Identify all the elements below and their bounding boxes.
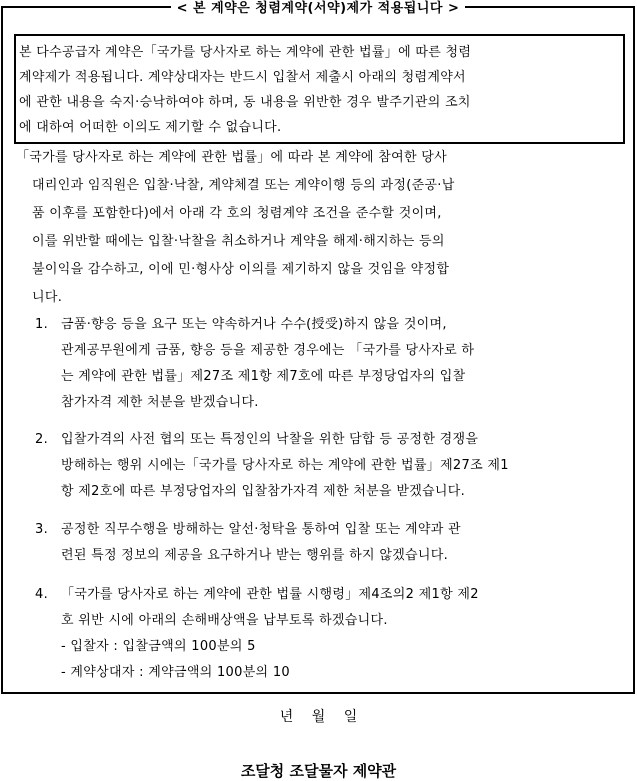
item-line: 호 위반 시에 아래의 손해배상액을 납부토록 하겠습니다. — [61, 613, 388, 628]
date-line: 년 월 일 — [279, 709, 358, 725]
pledge-line: 니다. — [32, 290, 63, 305]
item-number: 1. — [35, 317, 49, 332]
notice-line: 에 관한 내용을 숙지·승낙하여야 하며, 동 내용을 위반한 경우 발주기관의 조치 — [19, 95, 471, 110]
sub-item-bidder: - 입찰자 : 입찰금액의 100분의 5 — [61, 639, 256, 654]
notice-line: 본 다수공급자 계약은「국가를 당사자로 하는 계약에 관한 법률」에 따른 청렴 — [19, 45, 472, 60]
item-line: 항 제2호에 따른 부정당업자의 입찰참가자격 제한 처분을 받겠습니다. — [61, 484, 466, 499]
pledge-item-4 — [35, 582, 625, 686]
item-line: 련된 특정 정보의 제공을 요구하거나 받는 행위를 하지 않겠습니다. — [61, 548, 449, 563]
item-line: 공정한 직무수행을 방해하는 알선·청탁을 통하여 입찰 또는 계약과 관 — [61, 522, 461, 537]
item-line: 「국가를 당사자로 하는 계약에 관한 법률 시행령」제4조의2 제1항 제2 — [61, 587, 479, 602]
pledge-line: 불이익을 감수하고, 이에 민·형사상 이의를 제기하지 않을 것임을 약정합 — [32, 262, 450, 277]
pledge-paragraph — [16, 144, 628, 312]
notice-line: 계약제가 적용됩니다. 계약상대자는 반드시 입찰서 제출시 아래의 청렴계약서 — [19, 70, 466, 85]
item-line: 입찰가격의 사전 협의 또는 특정인의 낙찰을 위한 담합 등 공정한 경쟁을 — [61, 432, 479, 447]
item-number: 4. — [35, 587, 49, 602]
frame-title-text: < 본 계약은 청렴계약(서약)제가 적용됩니다 > — [171, 1, 466, 16]
pledge-line: 품 이후를 포함한다)에서 아래 각 호의 청렴계약 조건을 준수할 것이며, — [32, 206, 442, 221]
item-line: 는 계약에 관한 법률」제27조 제1항 제7호에 따른 부정당업자의 입찰 — [61, 369, 466, 384]
item-line: 방해하는 행위 시에는「국가를 당사자로 하는 계약에 관한 법률」제27조 제1 — [61, 458, 509, 473]
item-line: 참가자격 제한 처분을 받겠습니다. — [61, 395, 259, 410]
pledge-item-2 — [35, 427, 625, 505]
frame-title — [3, 0, 633, 17]
sub-item-contractor: - 계약상대자 : 계약금액의 100분의 10 — [61, 665, 290, 680]
pledge-line: 이를 위반할 때에는 입찰·낙찰을 취소하거나 계약을 해제·해지하는 등의 — [32, 234, 445, 249]
pledge-line: 대리인과 임직원은 입찰·낙찰, 계약체결 또는 계약이행 등의 과정(준공·납 — [32, 178, 455, 193]
notice-box — [14, 34, 625, 144]
pledge-line: 「국가를 당사자로 하는 계약에 관한 법률」에 따라 본 계약에 참여한 당사 — [16, 150, 447, 165]
item-number: 3. — [35, 522, 49, 537]
item-line: 관계공무원에게 금품, 향응 등을 제공한 경우에는 「국가를 당사자로 하 — [61, 343, 475, 358]
notice-line: 에 대하여 어떠한 이의도 제기할 수 없습니다. — [19, 120, 282, 135]
pledge-item-3 — [35, 517, 625, 569]
pledge-item-1 — [35, 312, 625, 416]
item-line: 금품·향응 등을 요구 또는 약속하거나 수수(授受)하지 않을 것이며, — [61, 317, 447, 332]
signature-line: 조달청 조달물자 제약관 — [240, 762, 397, 780]
item-number: 2. — [35, 432, 49, 447]
